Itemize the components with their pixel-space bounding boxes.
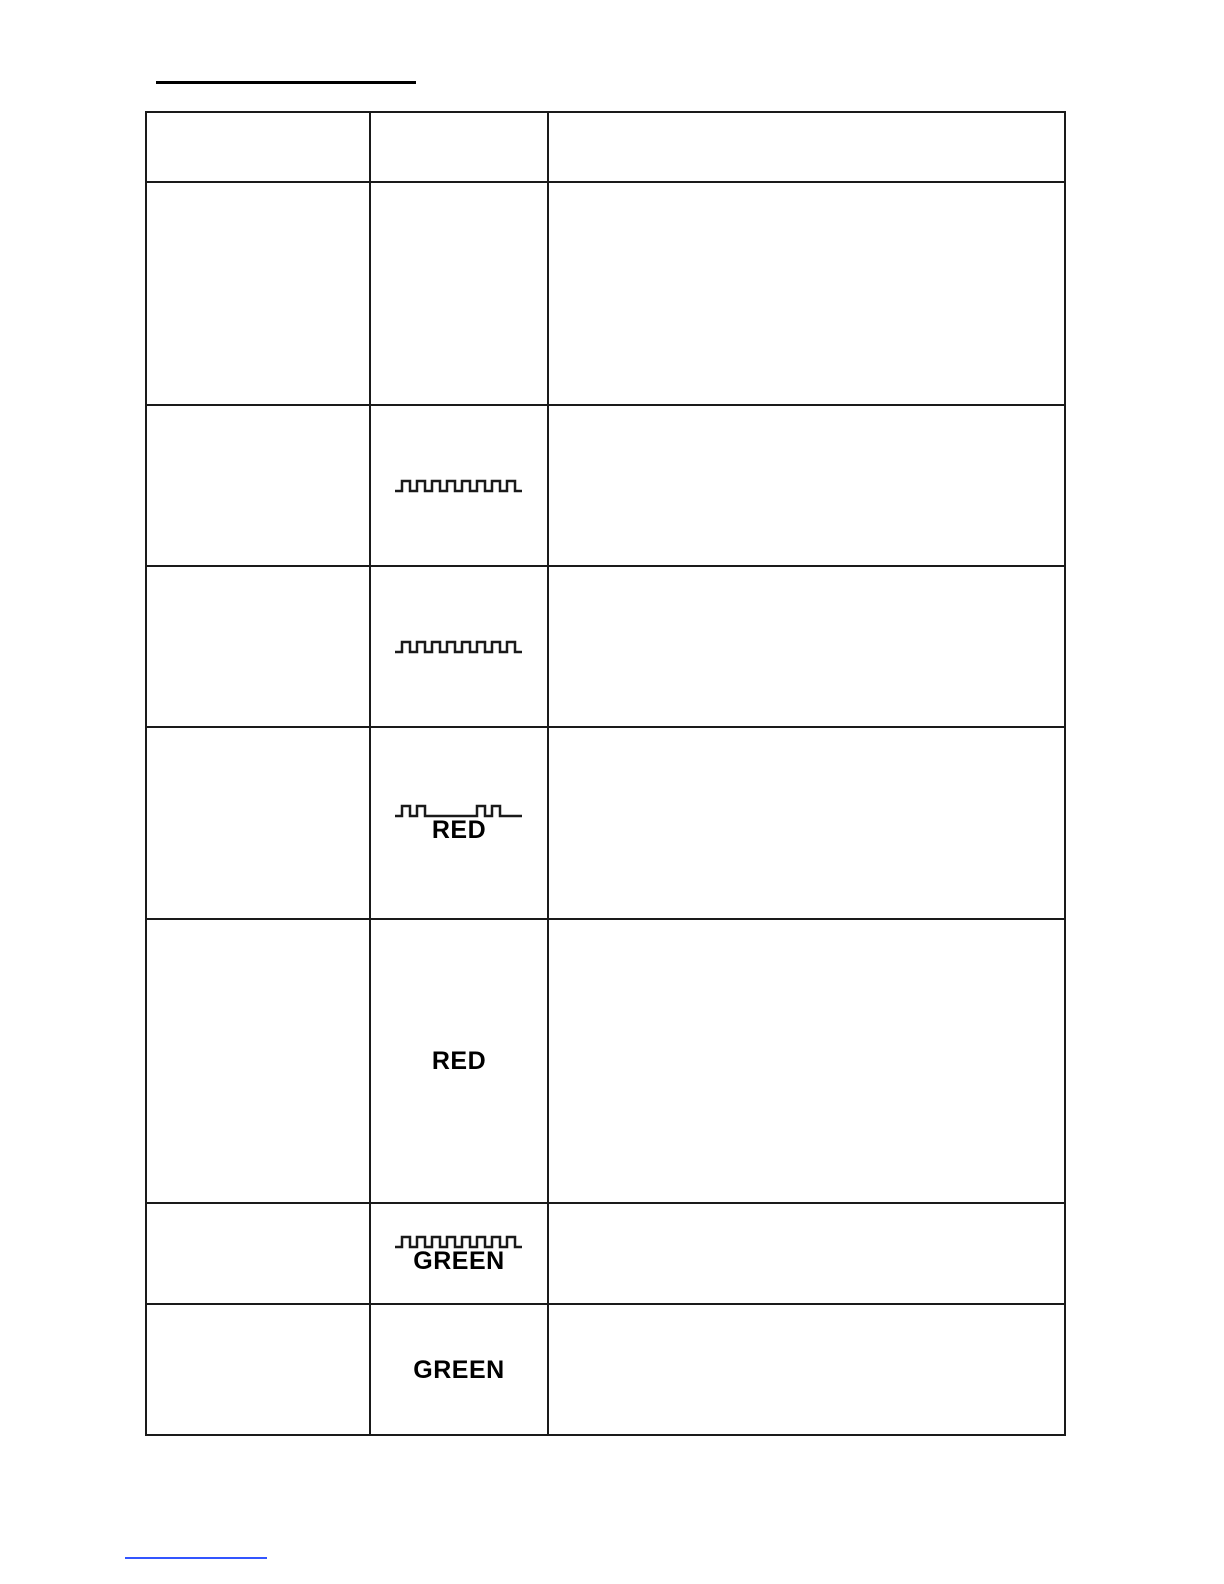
indicator-cell <box>370 1304 548 1435</box>
status-cell <box>146 1203 370 1304</box>
description-cell <box>548 566 1065 727</box>
description-cell <box>548 405 1065 566</box>
table-header-row <box>146 112 1065 182</box>
indicator-cell <box>370 919 548 1203</box>
status-cell <box>146 1304 370 1435</box>
table-row <box>146 182 1065 405</box>
indicator-cell <box>370 182 548 405</box>
table-row <box>146 1304 1065 1435</box>
status-cell <box>146 405 370 566</box>
status-cell <box>146 566 370 727</box>
status-cell <box>146 727 370 919</box>
indicator-cell <box>370 566 548 727</box>
indicator-cell <box>370 727 548 919</box>
indicator-color-label: RED <box>431 1047 487 1075</box>
table-row <box>146 727 1065 919</box>
indicator-cell <box>370 405 548 566</box>
indicator-color-label: GREEN <box>413 1355 505 1384</box>
description-cell <box>548 727 1065 919</box>
table-row <box>146 405 1065 566</box>
table-row <box>146 919 1065 1203</box>
indicator-color-label: RED <box>431 816 487 844</box>
header-cell-description <box>548 112 1065 182</box>
header-cell-status <box>146 112 370 182</box>
description-cell <box>548 1304 1065 1435</box>
indicator-color-label: GREEN <box>413 1246 505 1275</box>
description-cell <box>548 182 1065 405</box>
indicator-cell <box>370 1203 548 1304</box>
table-row <box>146 1203 1065 1304</box>
indicator-status-table <box>145 111 1066 1436</box>
status-cell <box>146 182 370 405</box>
footer-link-underline <box>125 1557 267 1559</box>
status-cell <box>146 919 370 1203</box>
description-cell <box>548 919 1065 1203</box>
continuous-blink-wave-icon <box>394 479 524 493</box>
continuous-blink-wave-icon <box>394 640 524 654</box>
description-cell <box>548 1203 1065 1304</box>
table-row <box>146 566 1065 727</box>
header-cell-indicator <box>370 112 548 182</box>
title-underline <box>156 81 416 84</box>
